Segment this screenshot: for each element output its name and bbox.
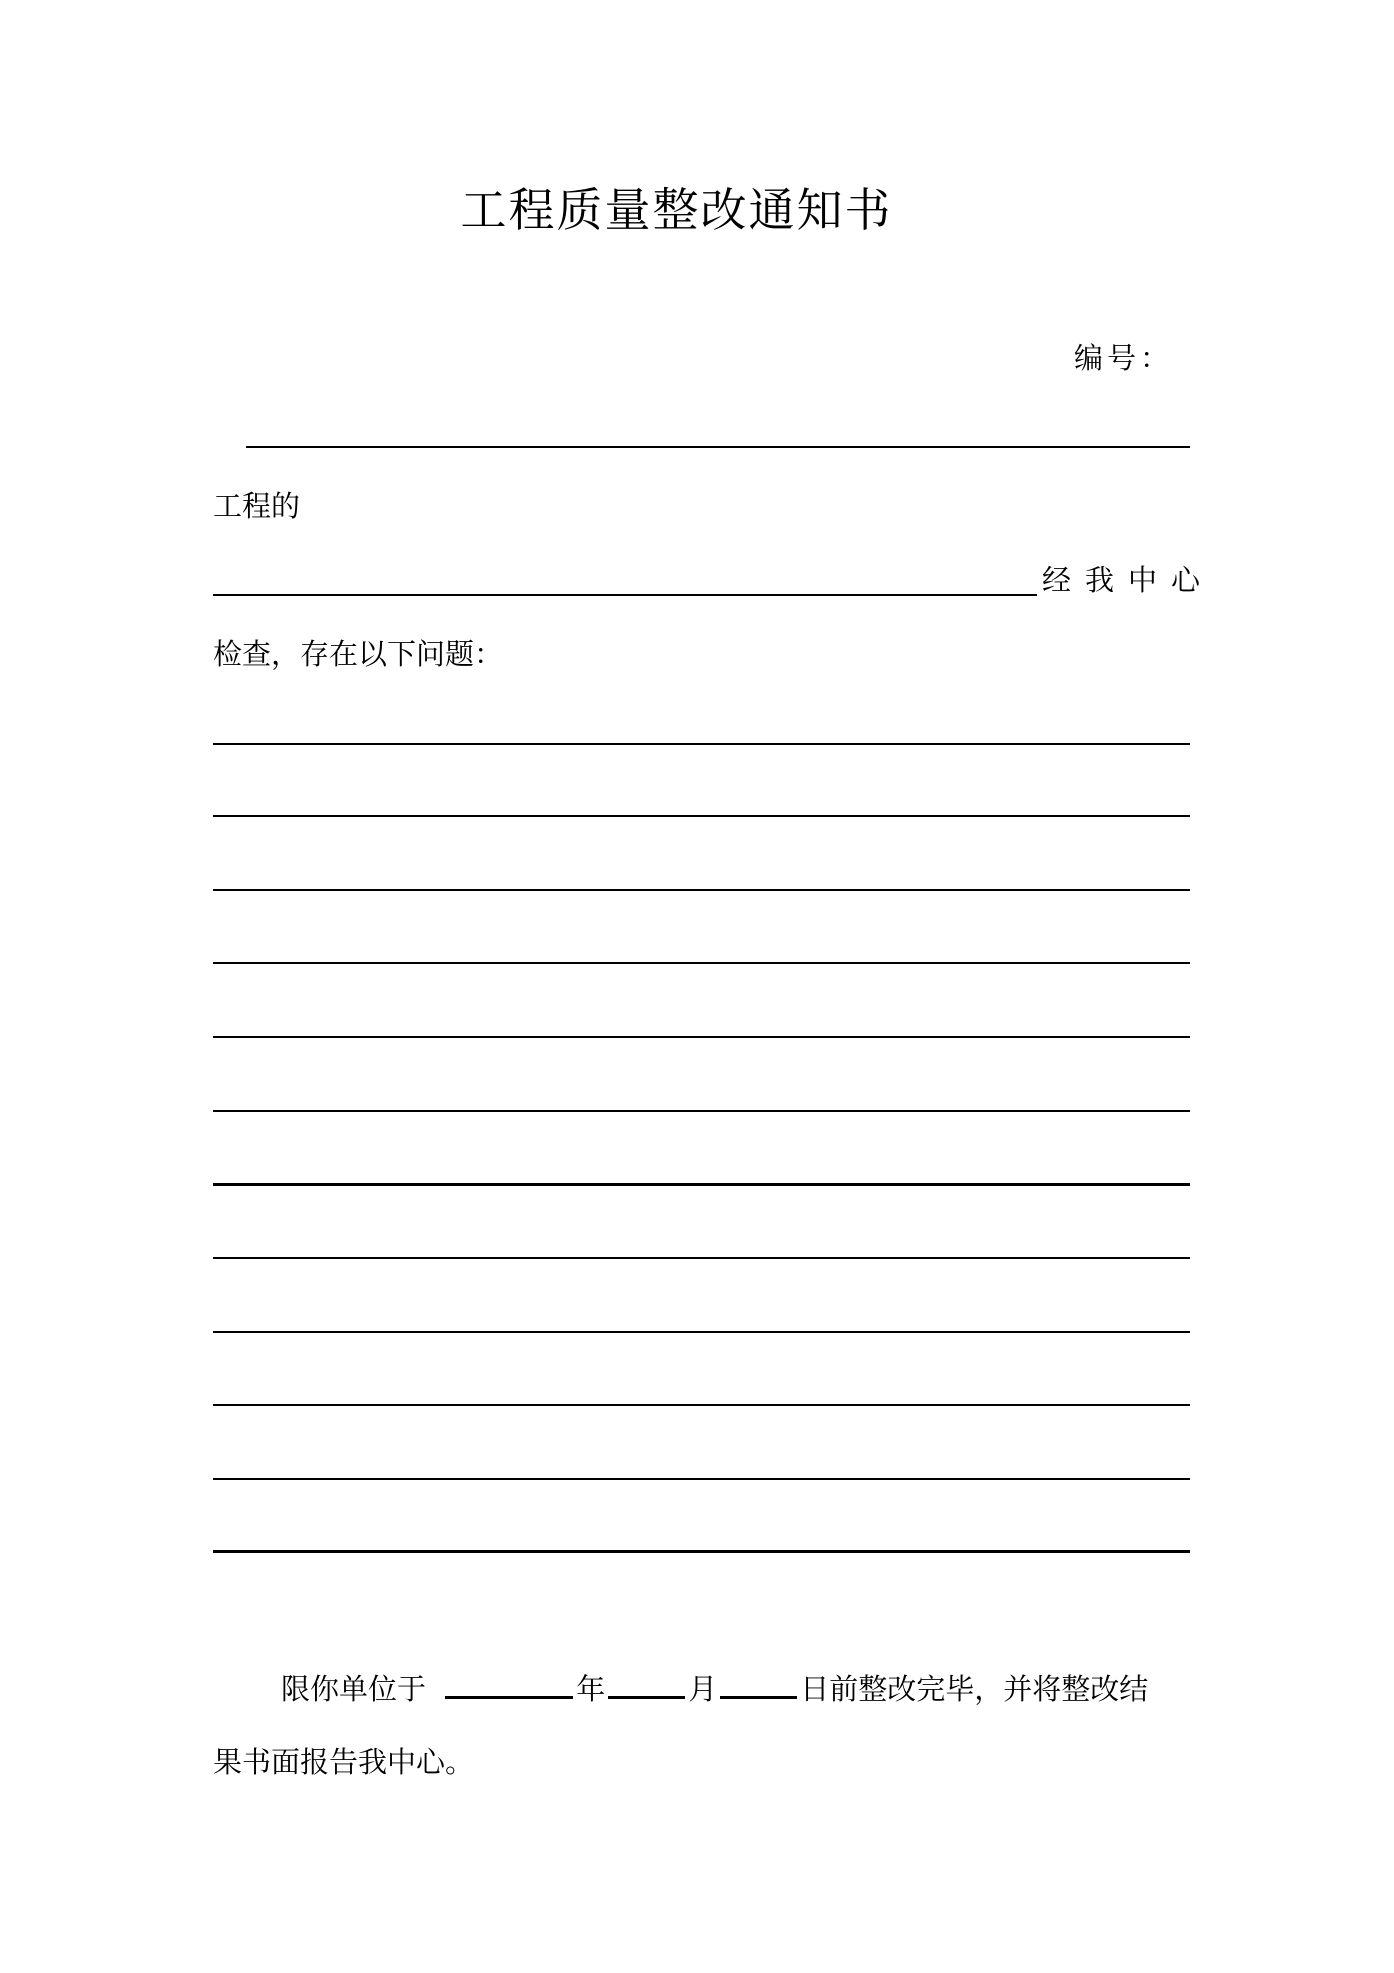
serial-number-label: 编号： bbox=[1074, 341, 1174, 375]
checked-by-text: 经我中心 bbox=[1042, 563, 1215, 597]
month-blank[interactable] bbox=[608, 1668, 685, 1699]
issue-line[interactable] bbox=[213, 962, 1190, 964]
year-blank[interactable] bbox=[445, 1668, 573, 1699]
day-blank[interactable] bbox=[720, 1668, 797, 1699]
deadline-line-2: 果书面报告我中心。 bbox=[213, 1745, 475, 1779]
inspection-line[interactable] bbox=[213, 594, 1037, 596]
month-label: 月 bbox=[688, 1672, 718, 1706]
deadline-day-suffix: 日前整改完毕，并将整改结 bbox=[800, 1672, 1149, 1706]
project-suffix-text: 工程的 bbox=[213, 489, 301, 523]
issue-line[interactable] bbox=[213, 743, 1190, 745]
issue-line[interactable] bbox=[213, 815, 1190, 817]
issue-line[interactable] bbox=[213, 1478, 1190, 1480]
issue-line[interactable] bbox=[213, 889, 1190, 891]
page-title: 工程质量整改通知书 bbox=[460, 183, 893, 237]
deadline-line-1 bbox=[281, 1668, 1148, 1709]
issues-intro-text: 检查，存在以下问题： bbox=[213, 637, 504, 671]
issue-line[interactable] bbox=[213, 1110, 1190, 1112]
issue-line[interactable] bbox=[213, 1257, 1190, 1259]
year-label: 年 bbox=[576, 1672, 606, 1706]
issue-line[interactable] bbox=[213, 1036, 1190, 1038]
issue-line[interactable] bbox=[213, 1331, 1190, 1333]
issue-line[interactable] bbox=[213, 1183, 1190, 1186]
project-name-line[interactable] bbox=[246, 446, 1190, 448]
issue-line[interactable] bbox=[213, 1550, 1190, 1553]
deadline-prefix: 限你单位于 bbox=[281, 1672, 427, 1706]
issue-line[interactable] bbox=[213, 1404, 1190, 1406]
